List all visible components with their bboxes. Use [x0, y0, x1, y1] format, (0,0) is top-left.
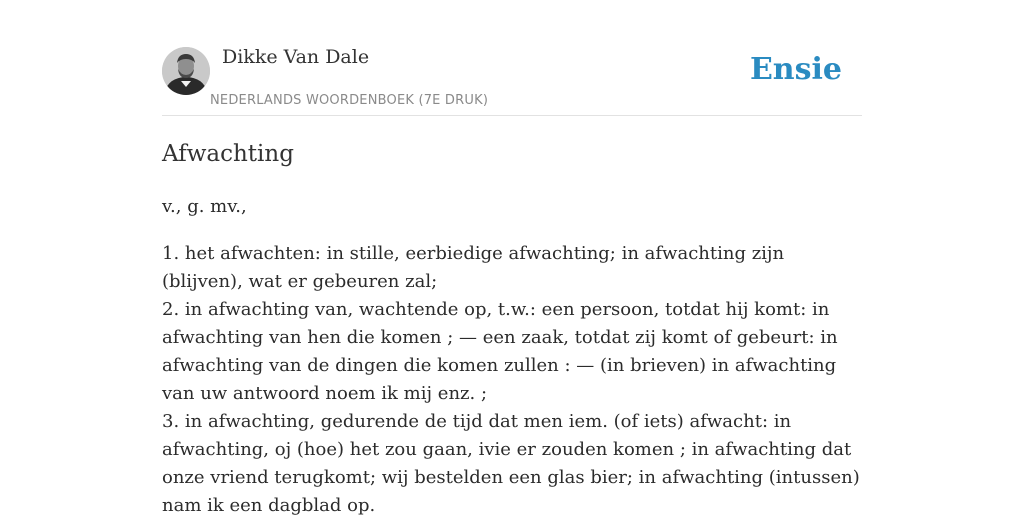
- source-title: NEDERLANDS WOORDENBOEK (7E DRUK): [210, 93, 489, 108]
- entry-sense-1: 1. het afwachten: in stille, eerbiedige afwachting; in afwachting zijn (blijven), wat er gebeuren zal;: [162, 243, 785, 292]
- entry-title: Afwachting: [162, 141, 294, 167]
- entry-grammar: v., g. mv.,: [162, 196, 247, 217]
- author-name[interactable]: Dikke Van Dale: [222, 46, 370, 68]
- portrait-photo-icon: [162, 47, 210, 95]
- entry-sense-2: 2. in afwachting van, wachtende op, t.w.: een persoon, totdat hij komt: in afwachting van hen die komen ; — een zaak, totdat zij komt of gebeurt: in afwachting van de dingen die komen zullen : — (in brieven) in afwachting van uw antwoord noem ik mij enz. ;: [162, 299, 838, 404]
- entry-sense-3: 3. in afwachting, gedurende de tijd dat men iem. (of iets) afwacht: in afwachting, oj (hoe) het zou gaan, ivie er zouden komen ; in afwachting dat onze vriend terugkomt; wij bestelden een glas bier; in afwachting (intussen) nam ik een dagblad op.: [162, 411, 860, 516]
- page: [162, 0, 862, 520]
- entry-senses: [162, 240, 862, 520]
- header: [162, 0, 862, 116]
- author-avatar[interactable]: [162, 47, 210, 95]
- brand-logo-link[interactable]: Ensie: [749, 52, 842, 87]
